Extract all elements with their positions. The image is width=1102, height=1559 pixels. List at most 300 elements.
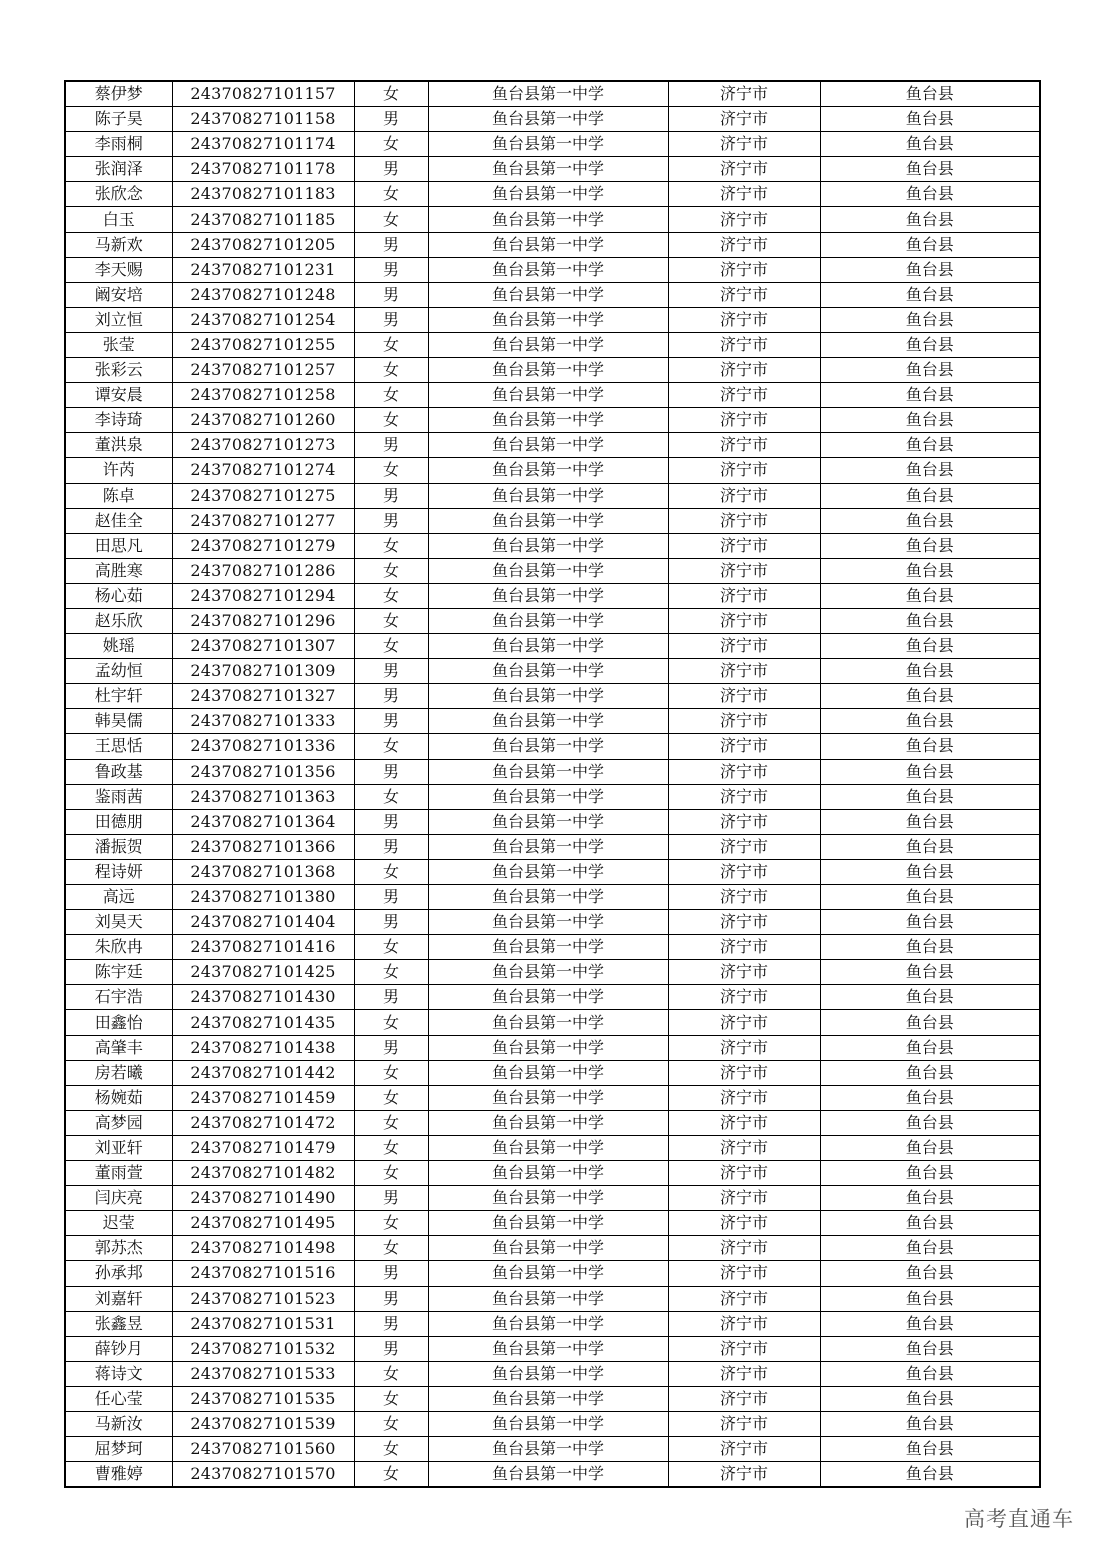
gender-cell: 女 (354, 1236, 428, 1261)
county-cell: 鱼台县 (820, 458, 1040, 483)
city-cell: 济宁市 (668, 157, 820, 182)
student-name-cell: 董雨萱 (65, 1161, 172, 1186)
table-row (65, 157, 1040, 182)
exam-id-cell: 24370827101430 (172, 985, 354, 1010)
county-cell: 鱼台县 (820, 1135, 1040, 1160)
table-row (65, 1236, 1040, 1261)
student-name-cell: 蒋诗文 (65, 1361, 172, 1386)
city-cell: 济宁市 (668, 1336, 820, 1361)
school-cell: 鱼台县第一中学 (428, 583, 668, 608)
school-cell: 鱼台县第一中学 (428, 1035, 668, 1060)
school-cell: 鱼台县第一中学 (428, 458, 668, 483)
city-cell: 济宁市 (668, 709, 820, 734)
exam-id-cell: 24370827101255 (172, 332, 354, 357)
exam-id-cell: 24370827101254 (172, 307, 354, 332)
county-cell: 鱼台县 (820, 282, 1040, 307)
city-cell: 济宁市 (668, 1161, 820, 1186)
gender-cell: 女 (354, 1411, 428, 1436)
school-cell: 鱼台县第一中学 (428, 157, 668, 182)
school-cell: 鱼台县第一中学 (428, 483, 668, 508)
exam-id-cell: 24370827101435 (172, 1010, 354, 1035)
school-cell: 鱼台县第一中学 (428, 257, 668, 282)
county-cell: 鱼台县 (820, 1261, 1040, 1286)
gender-cell: 男 (354, 759, 428, 784)
exam-id-cell: 24370827101257 (172, 358, 354, 383)
table-row (65, 960, 1040, 985)
county-cell: 鱼台县 (820, 1437, 1040, 1462)
gender-cell: 男 (354, 107, 428, 132)
county-cell: 鱼台县 (820, 784, 1040, 809)
student-name-cell: 谭安晨 (65, 383, 172, 408)
table-row (65, 659, 1040, 684)
student-name-cell: 杨心茹 (65, 583, 172, 608)
county-cell: 鱼台县 (820, 1236, 1040, 1261)
table-row (65, 182, 1040, 207)
city-cell: 济宁市 (668, 232, 820, 257)
student-name-cell: 李诗琦 (65, 408, 172, 433)
gender-cell: 女 (354, 960, 428, 985)
school-cell: 鱼台县第一中学 (428, 1462, 668, 1488)
exam-id-cell: 24370827101459 (172, 1085, 354, 1110)
city-cell: 济宁市 (668, 834, 820, 859)
county-cell: 鱼台县 (820, 433, 1040, 458)
exam-id-cell: 24370827101231 (172, 257, 354, 282)
county-cell: 鱼台县 (820, 508, 1040, 533)
gender-cell: 女 (354, 608, 428, 633)
exam-id-cell: 24370827101523 (172, 1286, 354, 1311)
city-cell: 济宁市 (668, 81, 820, 107)
gender-cell: 男 (354, 985, 428, 1010)
school-cell: 鱼台县第一中学 (428, 809, 668, 834)
school-cell: 鱼台县第一中学 (428, 132, 668, 157)
student-name-cell: 张润泽 (65, 157, 172, 182)
city-cell: 济宁市 (668, 960, 820, 985)
gender-cell: 男 (354, 809, 428, 834)
city-cell: 济宁市 (668, 1060, 820, 1085)
school-cell: 鱼台县第一中学 (428, 533, 668, 558)
county-cell: 鱼台县 (820, 1311, 1040, 1336)
county-cell: 鱼台县 (820, 709, 1040, 734)
student-name-cell: 屈梦珂 (65, 1437, 172, 1462)
table-row (65, 709, 1040, 734)
gender-cell: 女 (354, 132, 428, 157)
gender-cell: 女 (354, 358, 428, 383)
table-row (65, 483, 1040, 508)
school-cell: 鱼台县第一中学 (428, 759, 668, 784)
gender-cell: 男 (354, 508, 428, 533)
gender-cell: 女 (354, 408, 428, 433)
table-row (65, 358, 1040, 383)
school-cell: 鱼台县第一中学 (428, 232, 668, 257)
city-cell: 济宁市 (668, 533, 820, 558)
exam-id-cell: 24370827101205 (172, 232, 354, 257)
county-cell: 鱼台县 (820, 960, 1040, 985)
exam-id-cell: 24370827101336 (172, 734, 354, 759)
county-cell: 鱼台县 (820, 1411, 1040, 1436)
table-row (65, 1186, 1040, 1211)
school-cell: 鱼台县第一中学 (428, 1010, 668, 1035)
school-cell: 鱼台县第一中学 (428, 634, 668, 659)
table-row (65, 207, 1040, 232)
gender-cell: 女 (354, 1135, 428, 1160)
table-row (65, 1060, 1040, 1085)
city-cell: 济宁市 (668, 257, 820, 282)
exam-id-cell: 24370827101157 (172, 81, 354, 107)
county-cell: 鱼台县 (820, 1010, 1040, 1035)
county-cell: 鱼台县 (820, 608, 1040, 633)
county-cell: 鱼台县 (820, 182, 1040, 207)
table-row (65, 634, 1040, 659)
exam-id-cell: 24370827101158 (172, 107, 354, 132)
gender-cell: 女 (354, 935, 428, 960)
exam-id-cell: 24370827101490 (172, 1186, 354, 1211)
school-cell: 鱼台县第一中学 (428, 1261, 668, 1286)
table-row (65, 1437, 1040, 1462)
table-row (65, 1110, 1040, 1135)
school-cell: 鱼台县第一中学 (428, 433, 668, 458)
county-cell: 鱼台县 (820, 1361, 1040, 1386)
county-cell: 鱼台县 (820, 1161, 1040, 1186)
gender-cell: 男 (354, 684, 428, 709)
exam-id-cell: 24370827101274 (172, 458, 354, 483)
student-name-cell: 赵乐欣 (65, 608, 172, 633)
school-cell: 鱼台县第一中学 (428, 1211, 668, 1236)
gender-cell: 女 (354, 207, 428, 232)
city-cell: 济宁市 (668, 1462, 820, 1488)
exam-id-cell: 24370827101442 (172, 1060, 354, 1085)
student-name-cell: 李雨桐 (65, 132, 172, 157)
table-row (65, 433, 1040, 458)
city-cell: 济宁市 (668, 1135, 820, 1160)
student-name-cell: 高肇丰 (65, 1035, 172, 1060)
table-row (65, 834, 1040, 859)
table-row (65, 307, 1040, 332)
gender-cell: 女 (354, 1437, 428, 1462)
student-name-cell: 房若曦 (65, 1060, 172, 1085)
gender-cell: 女 (354, 859, 428, 884)
exam-id-cell: 24370827101296 (172, 608, 354, 633)
county-cell: 鱼台县 (820, 809, 1040, 834)
school-cell: 鱼台县第一中学 (428, 1085, 668, 1110)
school-cell: 鱼台县第一中学 (428, 1336, 668, 1361)
student-name-cell: 刘昊天 (65, 910, 172, 935)
county-cell: 鱼台县 (820, 157, 1040, 182)
school-cell: 鱼台县第一中学 (428, 107, 668, 132)
exam-id-cell: 24370827101363 (172, 784, 354, 809)
table-row (65, 132, 1040, 157)
table-row (65, 784, 1040, 809)
school-cell: 鱼台县第一中学 (428, 558, 668, 583)
county-cell: 鱼台县 (820, 1211, 1040, 1236)
city-cell: 济宁市 (668, 1085, 820, 1110)
exam-id-cell: 24370827101356 (172, 759, 354, 784)
school-cell: 鱼台县第一中学 (428, 1386, 668, 1411)
student-name-cell: 陈宇廷 (65, 960, 172, 985)
county-cell: 鱼台县 (820, 759, 1040, 784)
student-name-cell: 高胜寒 (65, 558, 172, 583)
county-cell: 鱼台县 (820, 583, 1040, 608)
table-row (65, 1085, 1040, 1110)
student-name-cell: 曹雅婷 (65, 1462, 172, 1488)
county-cell: 鱼台县 (820, 1286, 1040, 1311)
student-name-cell: 郭苏杰 (65, 1236, 172, 1261)
student-name-cell: 杜宇轩 (65, 684, 172, 709)
table-row (65, 107, 1040, 132)
city-cell: 济宁市 (668, 182, 820, 207)
student-name-cell: 孟幼恒 (65, 659, 172, 684)
school-cell: 鱼台县第一中学 (428, 1186, 668, 1211)
gender-cell: 女 (354, 1060, 428, 1085)
county-cell: 鱼台县 (820, 834, 1040, 859)
student-name-cell: 朱欣冉 (65, 935, 172, 960)
student-name-cell: 马新欢 (65, 232, 172, 257)
city-cell: 济宁市 (668, 307, 820, 332)
table-row (65, 1261, 1040, 1286)
table-row (65, 558, 1040, 583)
county-cell: 鱼台县 (820, 659, 1040, 684)
exam-id-cell: 24370827101258 (172, 383, 354, 408)
city-cell: 济宁市 (668, 358, 820, 383)
table-row (65, 332, 1040, 357)
county-cell: 鱼台县 (820, 734, 1040, 759)
county-cell: 鱼台县 (820, 1462, 1040, 1488)
exam-id-cell: 24370827101570 (172, 1462, 354, 1488)
gender-cell: 女 (354, 583, 428, 608)
county-cell: 鱼台县 (820, 107, 1040, 132)
gender-cell: 女 (354, 1161, 428, 1186)
exam-id-cell: 24370827101178 (172, 157, 354, 182)
city-cell: 济宁市 (668, 1361, 820, 1386)
gender-cell: 女 (354, 1211, 428, 1236)
student-name-cell: 潘振贺 (65, 834, 172, 859)
county-cell: 鱼台县 (820, 483, 1040, 508)
table-row (65, 935, 1040, 960)
table-row (65, 1010, 1040, 1035)
county-cell: 鱼台县 (820, 1386, 1040, 1411)
table-row (65, 282, 1040, 307)
school-cell: 鱼台县第一中学 (428, 659, 668, 684)
school-cell: 鱼台县第一中学 (428, 182, 668, 207)
school-cell: 鱼台县第一中学 (428, 332, 668, 357)
city-cell: 济宁市 (668, 1211, 820, 1236)
exam-id-cell: 24370827101368 (172, 859, 354, 884)
city-cell: 济宁市 (668, 859, 820, 884)
student-roster-table (64, 80, 1041, 1488)
exam-id-cell: 24370827101327 (172, 684, 354, 709)
exam-id-cell: 24370827101309 (172, 659, 354, 684)
city-cell: 济宁市 (668, 132, 820, 157)
student-name-cell: 田德朋 (65, 809, 172, 834)
student-name-cell: 阚安培 (65, 282, 172, 307)
student-name-cell: 陈子昊 (65, 107, 172, 132)
student-name-cell: 马新汝 (65, 1411, 172, 1436)
city-cell: 济宁市 (668, 583, 820, 608)
table-row (65, 257, 1040, 282)
school-cell: 鱼台县第一中学 (428, 935, 668, 960)
school-cell: 鱼台县第一中学 (428, 734, 668, 759)
city-cell: 济宁市 (668, 684, 820, 709)
exam-id-cell: 24370827101286 (172, 558, 354, 583)
school-cell: 鱼台县第一中学 (428, 1311, 668, 1336)
exam-id-cell: 24370827101438 (172, 1035, 354, 1060)
gender-cell: 女 (354, 1361, 428, 1386)
city-cell: 济宁市 (668, 483, 820, 508)
city-cell: 济宁市 (668, 332, 820, 357)
table-row (65, 885, 1040, 910)
county-cell: 鱼台县 (820, 1035, 1040, 1060)
city-cell: 济宁市 (668, 433, 820, 458)
county-cell: 鱼台县 (820, 1336, 1040, 1361)
table-row (65, 1286, 1040, 1311)
student-name-cell: 王思恬 (65, 734, 172, 759)
city-cell: 济宁市 (668, 1411, 820, 1436)
gender-cell: 女 (354, 734, 428, 759)
table-row (65, 1361, 1040, 1386)
school-cell: 鱼台县第一中学 (428, 1411, 668, 1436)
gender-cell: 男 (354, 910, 428, 935)
gender-cell: 女 (354, 383, 428, 408)
gender-cell: 男 (354, 232, 428, 257)
gender-cell: 男 (354, 257, 428, 282)
school-cell: 鱼台县第一中学 (428, 282, 668, 307)
exam-id-cell: 24370827101275 (172, 483, 354, 508)
gender-cell: 男 (354, 157, 428, 182)
exam-id-cell: 24370827101185 (172, 207, 354, 232)
watermark-text: 高考直通车 (964, 1507, 1074, 1531)
county-cell: 鱼台县 (820, 985, 1040, 1010)
student-name-cell: 张欣念 (65, 182, 172, 207)
exam-id-cell: 24370827101307 (172, 634, 354, 659)
table-row (65, 1411, 1040, 1436)
student-name-cell: 刘立恒 (65, 307, 172, 332)
exam-id-cell: 24370827101495 (172, 1211, 354, 1236)
county-cell: 鱼台县 (820, 408, 1040, 433)
exam-id-cell: 24370827101366 (172, 834, 354, 859)
county-cell: 鱼台县 (820, 207, 1040, 232)
city-cell: 济宁市 (668, 1186, 820, 1211)
school-cell: 鱼台县第一中学 (428, 508, 668, 533)
city-cell: 济宁市 (668, 1035, 820, 1060)
gender-cell: 女 (354, 784, 428, 809)
county-cell: 鱼台县 (820, 132, 1040, 157)
county-cell: 鱼台县 (820, 332, 1040, 357)
city-cell: 济宁市 (668, 1110, 820, 1135)
city-cell: 济宁市 (668, 508, 820, 533)
county-cell: 鱼台县 (820, 885, 1040, 910)
exam-id-cell: 24370827101531 (172, 1311, 354, 1336)
county-cell: 鱼台县 (820, 910, 1040, 935)
student-name-cell: 张彩云 (65, 358, 172, 383)
exam-id-cell: 24370827101380 (172, 885, 354, 910)
student-name-cell: 石宇浩 (65, 985, 172, 1010)
table-row (65, 859, 1040, 884)
exam-id-cell: 24370827101260 (172, 408, 354, 433)
county-cell: 鱼台县 (820, 81, 1040, 107)
table-row (65, 1161, 1040, 1186)
student-name-cell: 孙承邦 (65, 1261, 172, 1286)
gender-cell: 男 (354, 659, 428, 684)
city-cell: 济宁市 (668, 1236, 820, 1261)
student-name-cell: 刘嘉轩 (65, 1286, 172, 1311)
gender-cell: 女 (354, 1462, 428, 1488)
exam-id-cell: 24370827101404 (172, 910, 354, 935)
student-name-cell: 赵佳全 (65, 508, 172, 533)
student-name-cell: 陈卓 (65, 483, 172, 508)
table-row (65, 1135, 1040, 1160)
city-cell: 济宁市 (668, 107, 820, 132)
city-cell: 济宁市 (668, 408, 820, 433)
city-cell: 济宁市 (668, 282, 820, 307)
student-name-cell: 刘亚轩 (65, 1135, 172, 1160)
exam-id-cell: 24370827101273 (172, 433, 354, 458)
county-cell: 鱼台县 (820, 634, 1040, 659)
roster-table-body (65, 81, 1040, 1487)
student-name-cell: 蔡伊梦 (65, 81, 172, 107)
school-cell: 鱼台县第一中学 (428, 985, 668, 1010)
gender-cell: 男 (354, 885, 428, 910)
school-cell: 鱼台县第一中学 (428, 307, 668, 332)
table-row (65, 1211, 1040, 1236)
city-cell: 济宁市 (668, 458, 820, 483)
exam-id-cell: 24370827101294 (172, 583, 354, 608)
city-cell: 济宁市 (668, 1010, 820, 1035)
table-row (65, 583, 1040, 608)
exam-id-cell: 24370827101333 (172, 709, 354, 734)
school-cell: 鱼台县第一中学 (428, 1110, 668, 1135)
table-row (65, 458, 1040, 483)
county-cell: 鱼台县 (820, 307, 1040, 332)
exam-id-cell: 24370827101277 (172, 508, 354, 533)
table-row (65, 1311, 1040, 1336)
table-row (65, 533, 1040, 558)
table-row (65, 1462, 1040, 1488)
student-name-cell: 高远 (65, 885, 172, 910)
county-cell: 鱼台县 (820, 935, 1040, 960)
county-cell: 鱼台县 (820, 232, 1040, 257)
student-name-cell: 田鑫怡 (65, 1010, 172, 1035)
school-cell: 鱼台县第一中学 (428, 408, 668, 433)
school-cell: 鱼台县第一中学 (428, 1437, 668, 1462)
school-cell: 鱼台县第一中学 (428, 1060, 668, 1085)
exam-id-cell: 24370827101279 (172, 533, 354, 558)
school-cell: 鱼台县第一中学 (428, 207, 668, 232)
city-cell: 济宁市 (668, 784, 820, 809)
gender-cell: 男 (354, 1336, 428, 1361)
city-cell: 济宁市 (668, 910, 820, 935)
county-cell: 鱼台县 (820, 383, 1040, 408)
gender-cell: 女 (354, 634, 428, 659)
county-cell: 鱼台县 (820, 684, 1040, 709)
gender-cell: 男 (354, 1186, 428, 1211)
city-cell: 济宁市 (668, 1311, 820, 1336)
student-name-cell: 许芮 (65, 458, 172, 483)
table-row (65, 910, 1040, 935)
gender-cell: 女 (354, 1085, 428, 1110)
city-cell: 济宁市 (668, 608, 820, 633)
city-cell: 济宁市 (668, 207, 820, 232)
table-row (65, 1386, 1040, 1411)
county-cell: 鱼台县 (820, 533, 1040, 558)
table-row (65, 809, 1040, 834)
gender-cell: 女 (354, 1010, 428, 1035)
school-cell: 鱼台县第一中学 (428, 1236, 668, 1261)
school-cell: 鱼台县第一中学 (428, 834, 668, 859)
exam-id-cell: 24370827101516 (172, 1261, 354, 1286)
exam-id-cell: 24370827101425 (172, 960, 354, 985)
gender-cell: 女 (354, 81, 428, 107)
exam-id-cell: 24370827101416 (172, 935, 354, 960)
gender-cell: 女 (354, 182, 428, 207)
